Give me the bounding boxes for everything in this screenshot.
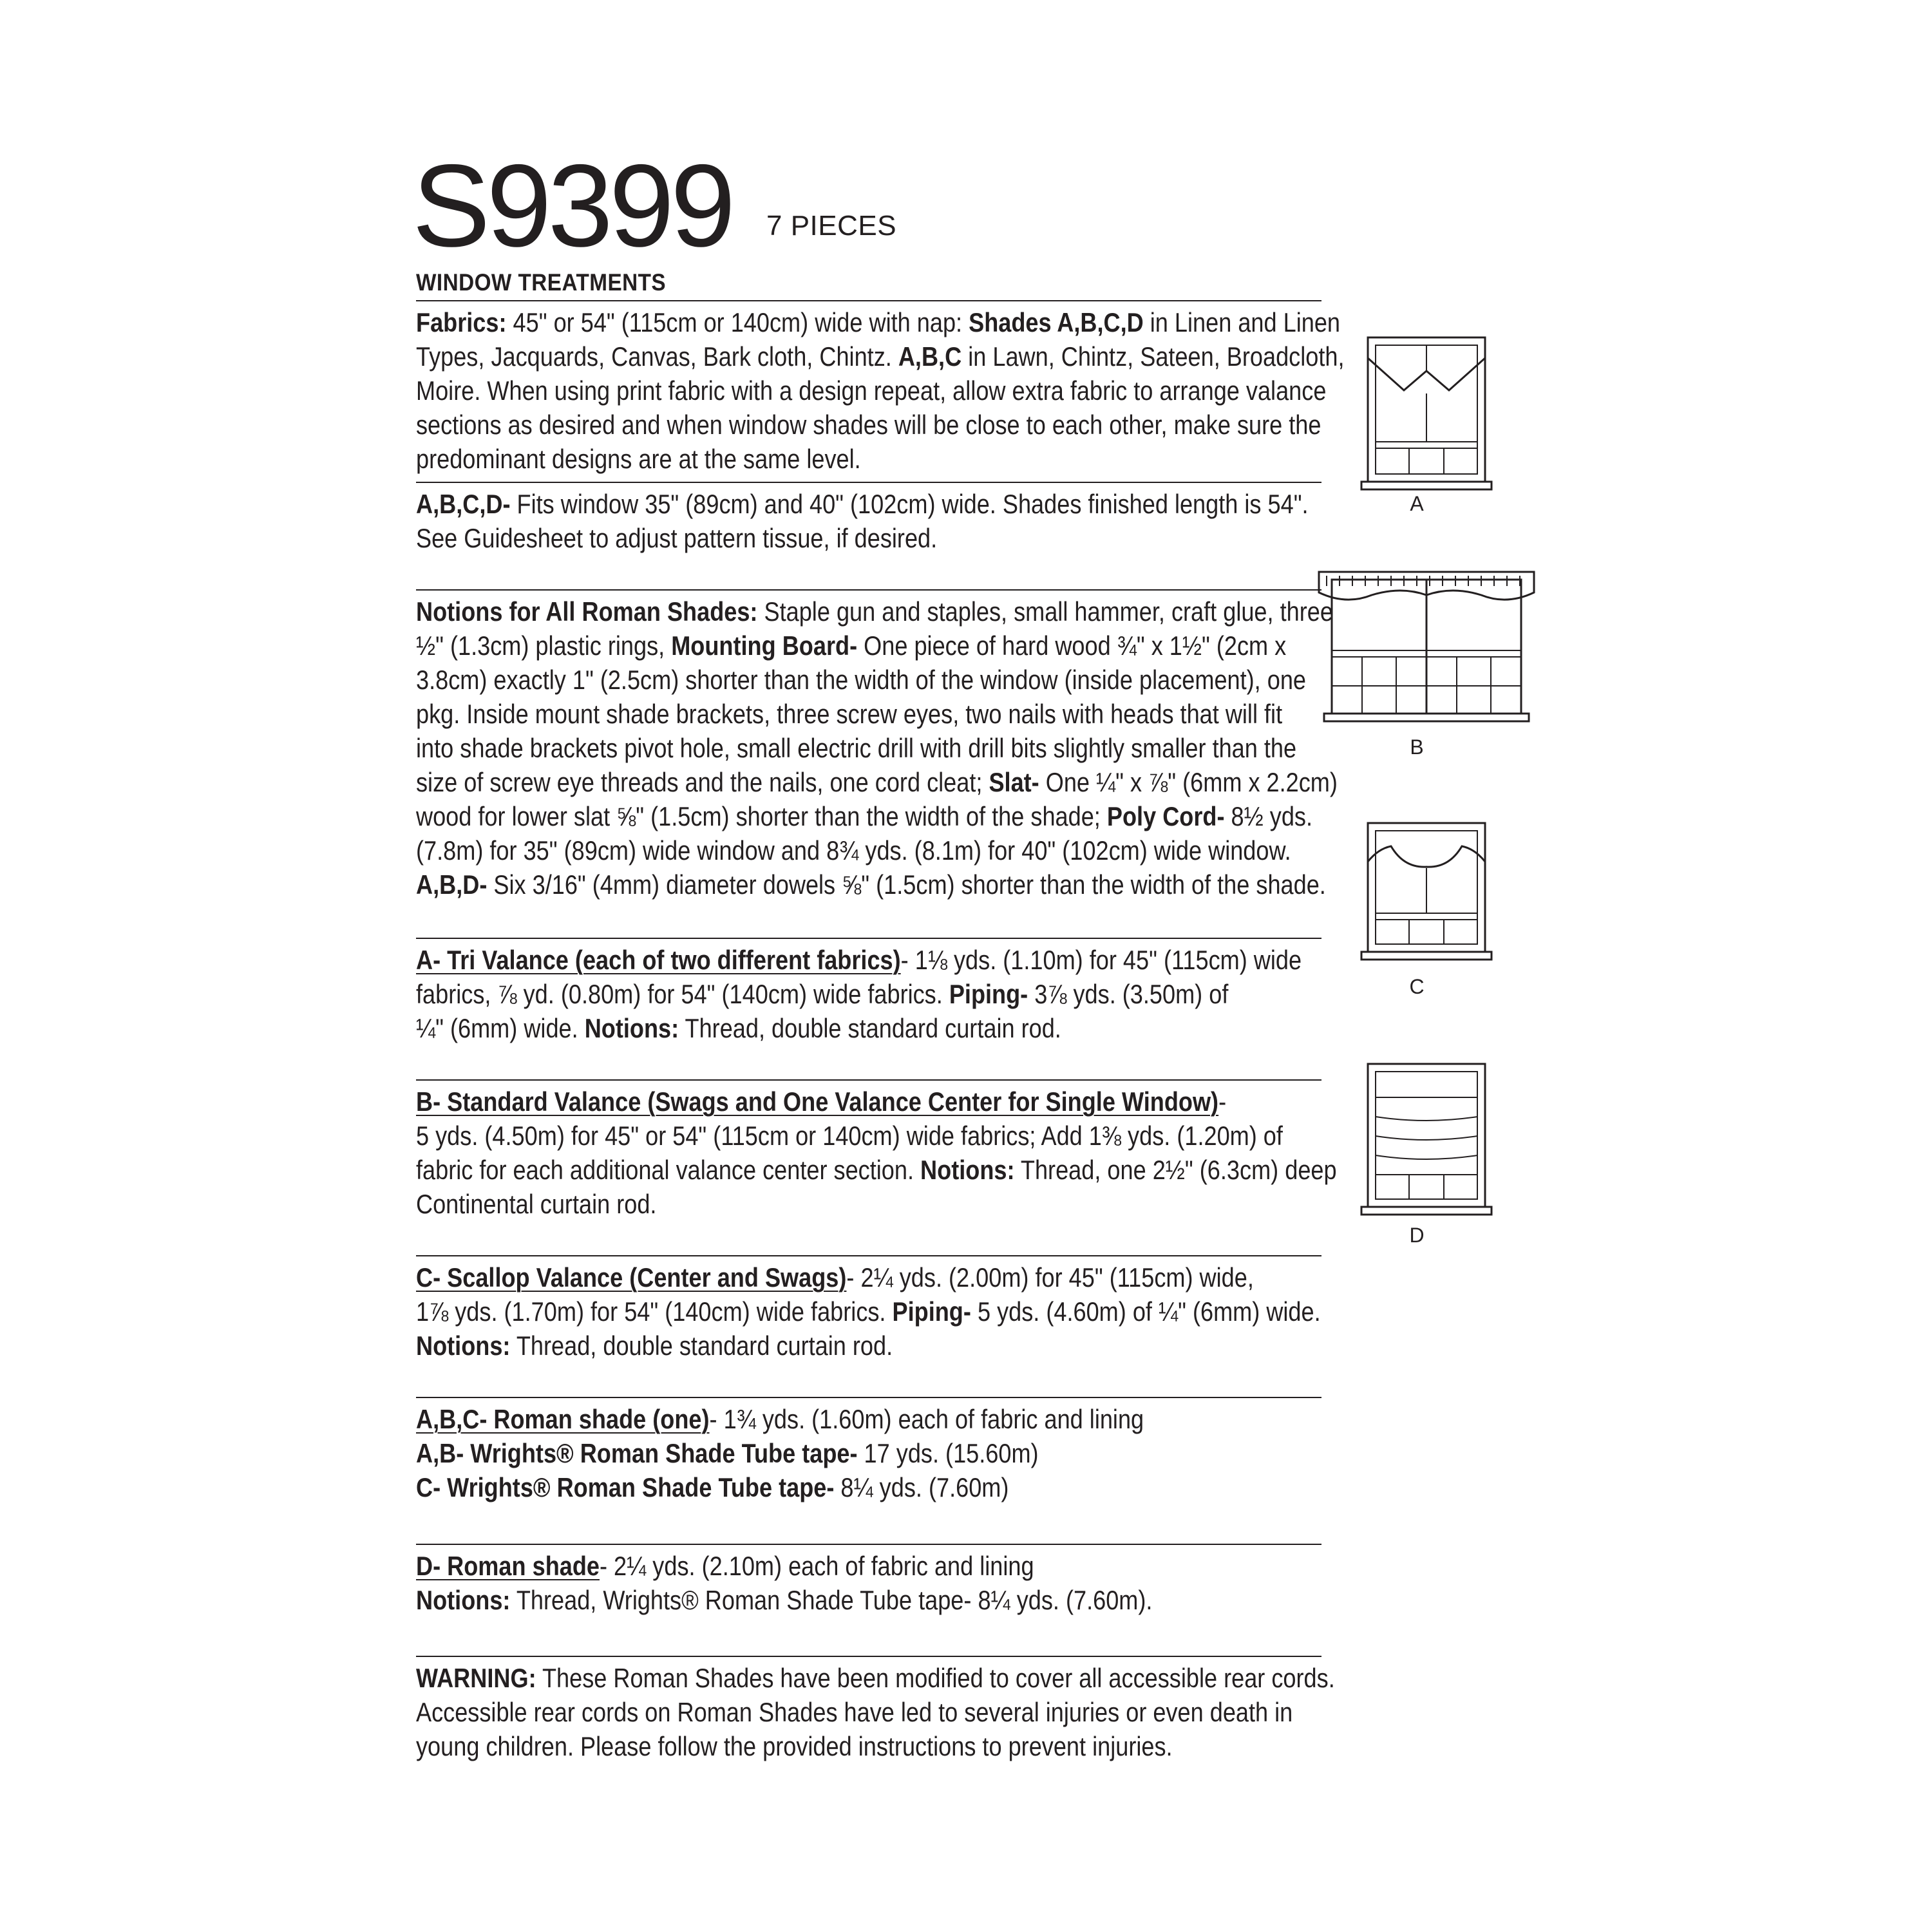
text-run: A,B,C	[898, 341, 962, 372]
text-run: Poly Cord-	[1106, 801, 1225, 831]
text-line	[416, 1729, 1195, 1763]
standard-valance-double-window-icon	[1314, 567, 1539, 728]
text-run: fabrics, ⅞ yd. (0.80m) for 54" (140cm) wide fabrics.	[416, 979, 949, 1009]
text-line	[416, 1583, 1195, 1617]
text-run: Types, Jacquards, Canvas, Bark cloth, Chintz.	[416, 341, 898, 372]
text-run: Accessible rear cords on Roman Shades have led to several injuries or even death in	[416, 1697, 1293, 1727]
text-line	[416, 374, 1327, 408]
text-run: A,B,C,D-	[416, 489, 511, 519]
text-line	[416, 1084, 1227, 1119]
text-run: into shade brackets pivot hole, small electric drill with drill bits slightly smaller than the	[416, 733, 1297, 763]
text-run: Fits window 35" (89cm) and 40" (102cm) wide. Shades finished length is 54".	[510, 489, 1309, 519]
piece-count: 7 PIECES	[766, 210, 897, 242]
text-line	[416, 1329, 1195, 1363]
scallop-valance-section	[416, 1255, 1321, 1397]
text-run: Continental curtain rod.	[416, 1189, 657, 1219]
text-line	[416, 521, 1195, 555]
illustration-c-label: C	[1409, 975, 1425, 998]
text-line	[416, 1470, 1195, 1504]
text-line	[416, 1661, 1335, 1695]
text-run: B- Standard Valance (Swags and One Valance Center for Single Window)	[416, 1086, 1219, 1117]
text-run: 17 yds. (15.60m)	[857, 1438, 1039, 1468]
text-line	[416, 1436, 1195, 1470]
text-run: Notions for All Roman Shades:	[416, 596, 758, 627]
pattern-number: S9399	[412, 140, 732, 271]
text-run: Six 3/16" (4mm) diameter dowels ⅝" (1.5cm) shorter than the width of the shade.	[487, 869, 1326, 900]
text-run: A,B- Wrights® Roman Shade Tube tape-	[416, 1438, 858, 1468]
tri-valance-window-icon	[1359, 332, 1494, 493]
roman-shade-window-icon	[1359, 1059, 1494, 1220]
text-run: 8¼ yds. (7.60m)	[834, 1472, 1009, 1502]
text-line	[416, 305, 1341, 339]
illustration-b-label: B	[1410, 735, 1424, 759]
text-run: Mounting Board-	[671, 630, 858, 661]
text-line	[416, 731, 1297, 765]
illustration-d	[1359, 1059, 1494, 1220]
text-run: A,B,C- Roman shade (one)	[416, 1404, 710, 1434]
text-run: 3⅞ yds. (3.50m) of	[1028, 979, 1229, 1009]
roman-shade-d-section	[416, 1544, 1321, 1656]
scallop-valance-window-icon	[1359, 817, 1494, 965]
fit-section	[416, 482, 1321, 589]
text-line	[416, 663, 1307, 697]
text-run: 45" or 54" (115cm or 140cm) wide with nap:	[506, 307, 969, 337]
text-run: A- Tri Valance (each of two different fabrics)	[416, 945, 901, 975]
text-run: Shades A,B,C,D	[969, 307, 1144, 337]
text-line	[416, 1260, 1254, 1294]
fabrics-section	[416, 300, 1345, 482]
text-run: pkg. Inside mount shade brackets, three screw eyes, two nails with heads that will fit	[416, 699, 1283, 729]
tri-valance-section	[416, 938, 1321, 1079]
text-run: These Roman Shades have been modified to cover all accessible rear cords.	[536, 1663, 1335, 1693]
standard-valance-section	[416, 1079, 1337, 1255]
text-line	[416, 339, 1345, 374]
text-run: WARNING:	[416, 1663, 536, 1693]
text-run: C- Scallop Valance (Center and Swags)	[416, 1262, 847, 1293]
text-line	[416, 833, 1291, 867]
text-run: C- Wrights® Roman Shade Tube tape-	[416, 1472, 835, 1502]
text-run: 1⅞ yds. (1.70m) for 54" (140cm) wide fabrics.	[416, 1296, 893, 1327]
text-run: Thread, double standard curtain rod.	[679, 1013, 1061, 1043]
text-run: young children. Please follow the provided instructions to prevent injuries.	[416, 1731, 1173, 1761]
text-run: (7.8m) for 35" (89cm) wide window and 8¾ yds. (8.1m) for 40" (102cm) wide window.	[416, 835, 1291, 866]
text-line	[416, 1695, 1293, 1729]
text-line	[416, 1011, 1195, 1045]
text-run: One ¼" x ⅞" (6mm x 2.2cm)	[1039, 767, 1338, 797]
text-line	[416, 408, 1321, 442]
text-run: Thread, one 2½" (6.3cm) deep	[1014, 1155, 1337, 1185]
text-run: One piece of hard wood ¾" x 1½" (2cm x	[857, 630, 1287, 661]
text-run: ½" (1.3cm) plastic rings,	[416, 630, 672, 661]
text-run: Thread, double standard curtain rod.	[510, 1331, 893, 1361]
text-run: D- Roman shade	[416, 1551, 600, 1581]
text-run: Notions:	[416, 1331, 511, 1361]
text-line	[416, 1549, 1195, 1583]
text-line	[416, 867, 1326, 902]
text-run: predominant designs are at the same level.	[416, 444, 861, 474]
text-run: A,B,D-	[416, 869, 488, 900]
text-run: sections as desired and when window shades will be close to each other, make sure the	[416, 410, 1321, 440]
text-run: Notions:	[920, 1155, 1015, 1185]
text-run: - 1⅛ yds. (1.10m) for 45" (115cm) wide	[900, 945, 1302, 975]
text-line	[416, 442, 1195, 476]
text-run: See Guidesheet to adjust pattern tissue, if desired.	[416, 523, 938, 553]
text-line	[416, 977, 1229, 1011]
text-run: - 2¼ yds. (2.00m) for 45" (115cm) wide,	[846, 1262, 1254, 1293]
text-run: Piping-	[949, 979, 1028, 1009]
section-subtitle: WINDOW TREATMENTS	[416, 269, 667, 296]
illustration-a-label: A	[1410, 492, 1424, 515]
text-run: 8½ yds.	[1224, 801, 1313, 831]
notions-section	[416, 589, 1338, 938]
fabric-requirements	[416, 300, 1345, 1763]
text-line	[416, 1187, 1195, 1221]
text-run: 5 yds. (4.50m) for 45" or 54" (115cm or 140cm) wide fabrics; Add 1⅜ yds. (1.20m) of	[416, 1121, 1283, 1151]
text-run: Notions:	[584, 1013, 679, 1043]
illustration-c	[1359, 817, 1494, 965]
text-run: Notions:	[416, 1585, 511, 1615]
text-run: Fabrics:	[416, 307, 507, 337]
text-run: Piping-	[892, 1296, 971, 1327]
illustration-a	[1359, 332, 1494, 493]
text-line	[416, 1153, 1337, 1187]
text-run: Thread, Wrights® Roman Shade Tube tape- 8¼ yds. (7.60m).	[510, 1585, 1153, 1615]
text-line	[416, 697, 1283, 731]
text-line	[416, 943, 1302, 977]
text-run: 3.8cm) exactly 1" (2.5cm) shorter than the width of the window (inside placement), one	[416, 665, 1307, 695]
text-run: - 1¾ yds. (1.60m) each of fabric and lining	[709, 1404, 1144, 1434]
text-run: Staple gun and staples, small hammer, craft glue, three	[757, 596, 1333, 627]
text-run: -	[1218, 1086, 1227, 1117]
text-run: in Linen and Linen	[1143, 307, 1341, 337]
warning-section	[416, 1656, 1335, 1763]
text-run: size of screw eye threads and the nails, one cord cleat;	[416, 767, 989, 797]
text-line	[416, 765, 1338, 799]
roman-shade-abc-section	[416, 1397, 1321, 1544]
text-line	[416, 1294, 1321, 1329]
text-run: Moire. When using print fabric with a design repeat, allow extra fabric to arrange valance	[416, 375, 1327, 406]
text-line	[416, 1402, 1195, 1436]
text-line	[416, 799, 1313, 833]
illustration-d-label: D	[1409, 1224, 1425, 1247]
text-run: ¼" (6mm) wide.	[416, 1013, 585, 1043]
text-run: - 2¼ yds. (2.10m) each of fabric and lining	[599, 1551, 1034, 1581]
text-run: wood for lower slat ⅝" (1.5cm) shorter than the width of the shade;	[416, 801, 1107, 831]
text-run: fabric for each additional valance center section.	[416, 1155, 921, 1185]
illustration-b	[1314, 567, 1539, 728]
text-run: 5 yds. (4.60m) of ¼" (6mm) wide.	[971, 1296, 1321, 1327]
text-run: Slat-	[989, 767, 1039, 797]
text-line	[416, 1119, 1283, 1153]
text-line	[416, 629, 1287, 663]
text-run: in Lawn, Chintz, Sateen, Broadcloth,	[961, 341, 1345, 372]
text-line	[416, 487, 1309, 521]
text-line	[416, 594, 1333, 629]
